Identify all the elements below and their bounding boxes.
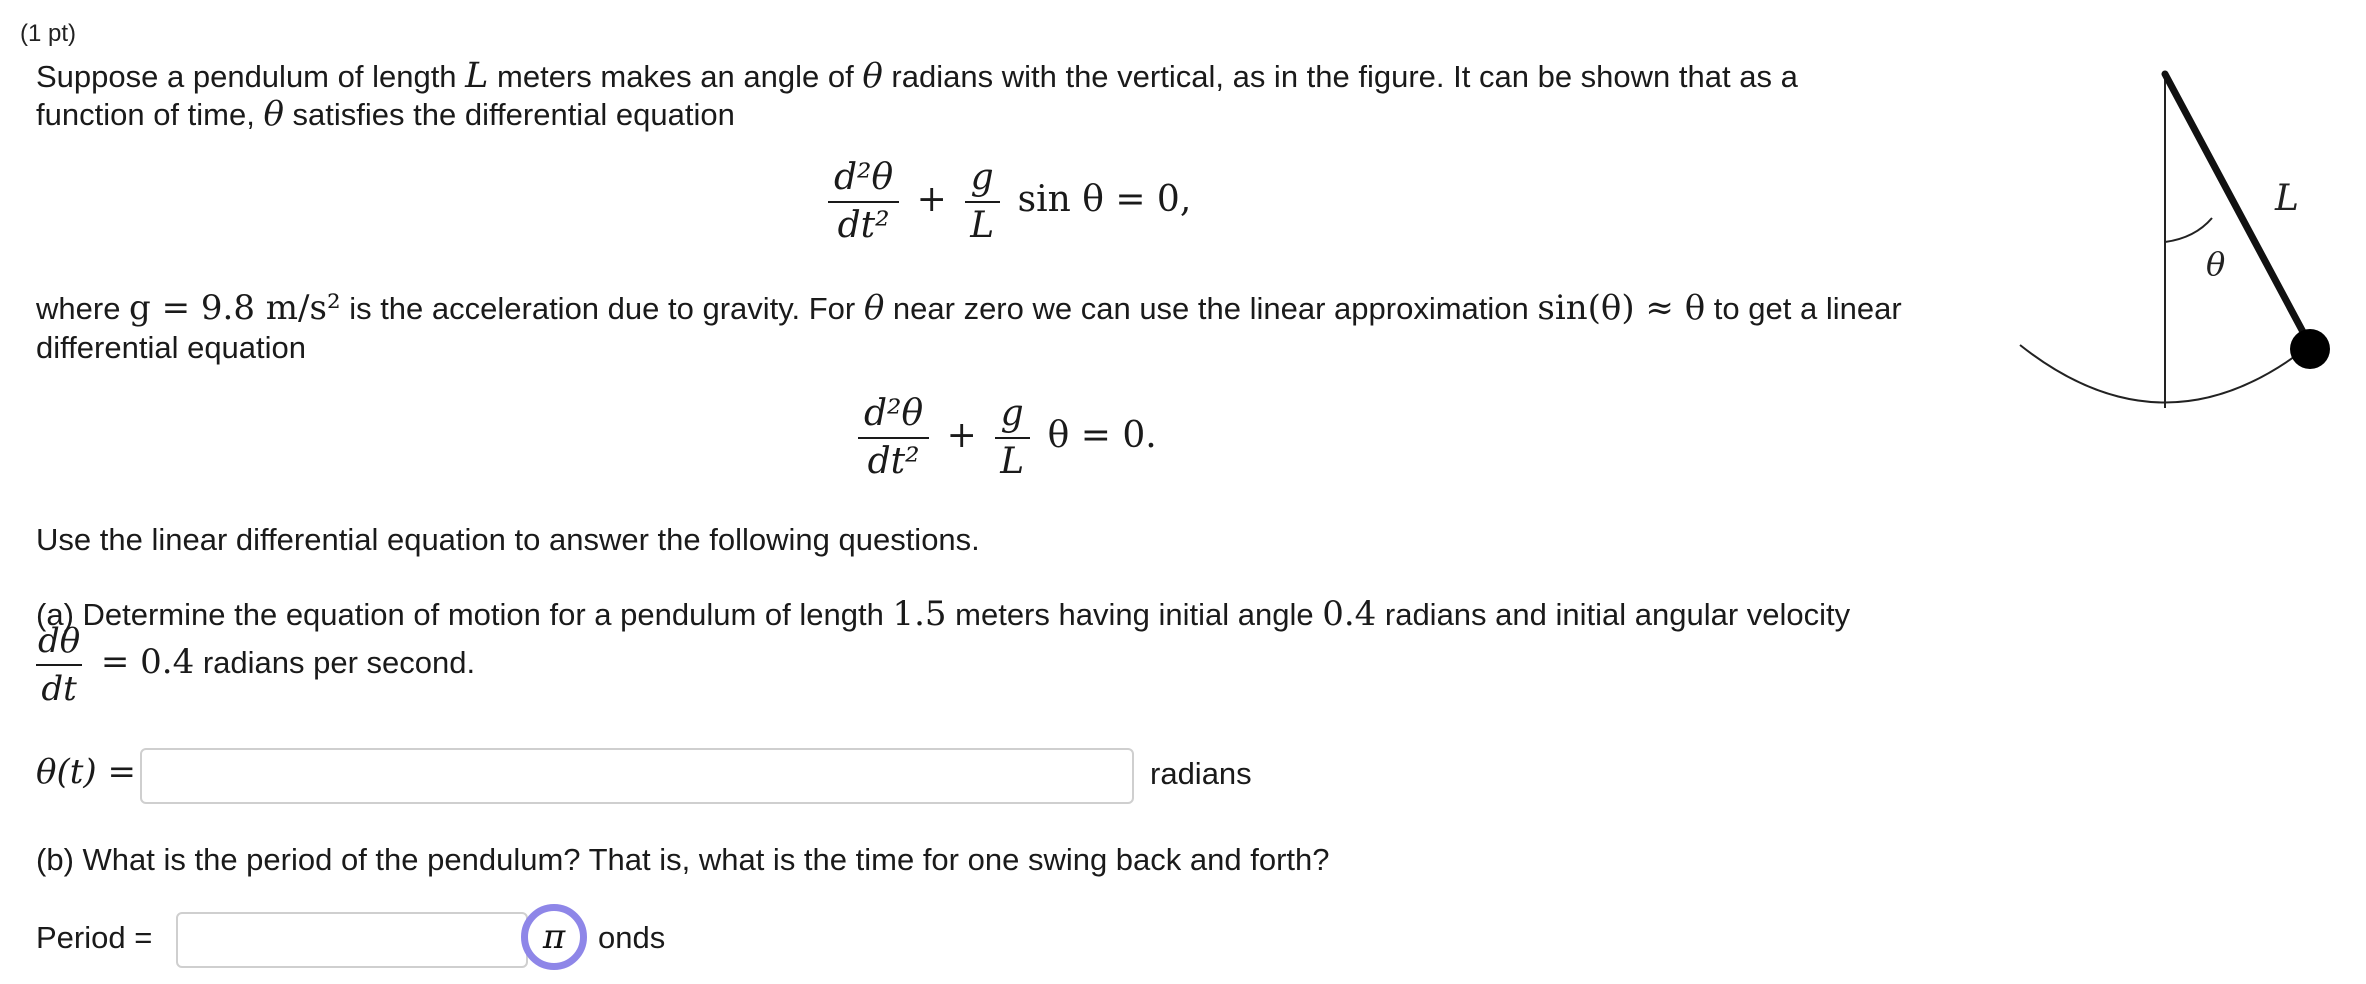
intro-text: meters makes an angle of (488, 59, 863, 94)
gravity-text: is the acceleration due to gravity. For (340, 291, 864, 326)
dtheta-denominator: dt (41, 669, 77, 709)
eq1-g: g (965, 160, 1000, 203)
gravity-line-2: differential equation (36, 330, 307, 365)
pendulum-bob (2290, 329, 2330, 369)
eq1-denominator: dt² (837, 205, 890, 246)
eq1-plus: + (916, 179, 947, 220)
part-a-text: meters having initial angle (946, 597, 1323, 632)
part-a-text: radians and initial angular velocity (1376, 597, 1851, 632)
var-theta: θ (263, 94, 284, 134)
initial-velocity-line (36, 621, 476, 709)
intro-line-2 (36, 94, 735, 134)
theta-unit: radians (1150, 756, 1252, 791)
eq2-plus: + (946, 415, 977, 456)
gravity-text: to get a linear (1705, 291, 1902, 326)
instructions: Use the linear differential equation to answer the following questions. (36, 522, 980, 557)
eq2-denominator: dt² (867, 441, 920, 482)
gravity-line (36, 288, 1902, 328)
eq2-tail: θ = 0. (1047, 415, 1157, 456)
intro-text: Suppose a pendulum of length (36, 59, 466, 94)
var-L: L (465, 56, 489, 96)
nonlinear-equation (828, 157, 1192, 246)
gravity-value: g = 9.8 m/s² (129, 288, 341, 328)
pendulum-figure (2010, 60, 2350, 430)
eq2-numerator: d²θ (858, 396, 929, 439)
intro-text: function of time, (36, 97, 264, 132)
period-answer-input[interactable] (176, 912, 528, 968)
points-label: (1 pt) (20, 20, 77, 47)
approximation: sin(θ) ≈ θ (1537, 288, 1706, 328)
intro-line-1 (36, 56, 1798, 96)
var-theta: θ (862, 56, 883, 96)
gravity-text: where (36, 291, 130, 326)
eq1-L: L (970, 205, 995, 246)
theta-answer-label: θ(t) = (36, 752, 136, 792)
part-a-text: radians per second. (194, 645, 476, 681)
part-a-text: (a) Determine the equation of motion for a pendulum of length (36, 597, 893, 632)
part-b-question: (b) What is the period of the pendulum? That is, what is the time for one swing back and forth? (36, 842, 1330, 877)
figure-label-theta: θ (2206, 245, 2226, 283)
eq1-tail: sin θ = 0, (1017, 179, 1192, 220)
period-unit: onds (598, 920, 666, 955)
intro-text: radians with the vertical, as in the figure. It can be shown that as a (882, 59, 1798, 94)
eq2-L: L (1000, 441, 1025, 482)
theta-answer-input[interactable] (140, 748, 1134, 804)
pi-equation-editor-button[interactable] (521, 904, 587, 970)
var-theta: θ (863, 288, 885, 328)
eq2-g: g (995, 396, 1030, 439)
eq1-numerator: d²θ (828, 160, 899, 203)
pi-icon: π (542, 917, 566, 957)
dtheta-numerator: dθ (36, 624, 82, 666)
initial-angle: 0.4 (1322, 594, 1377, 634)
angle-arc (2165, 218, 2212, 242)
figure-label-L: L (2275, 178, 2299, 219)
period-label: Period = (36, 920, 153, 955)
intro-text: satisfies the differential equation (283, 97, 735, 132)
gravity-text: near zero we can use the linear approximation (884, 291, 1538, 326)
pendulum-length: 1.5 (892, 594, 947, 634)
initial-velocity: = 0.4 (100, 642, 195, 683)
linear-equation (858, 393, 1157, 482)
